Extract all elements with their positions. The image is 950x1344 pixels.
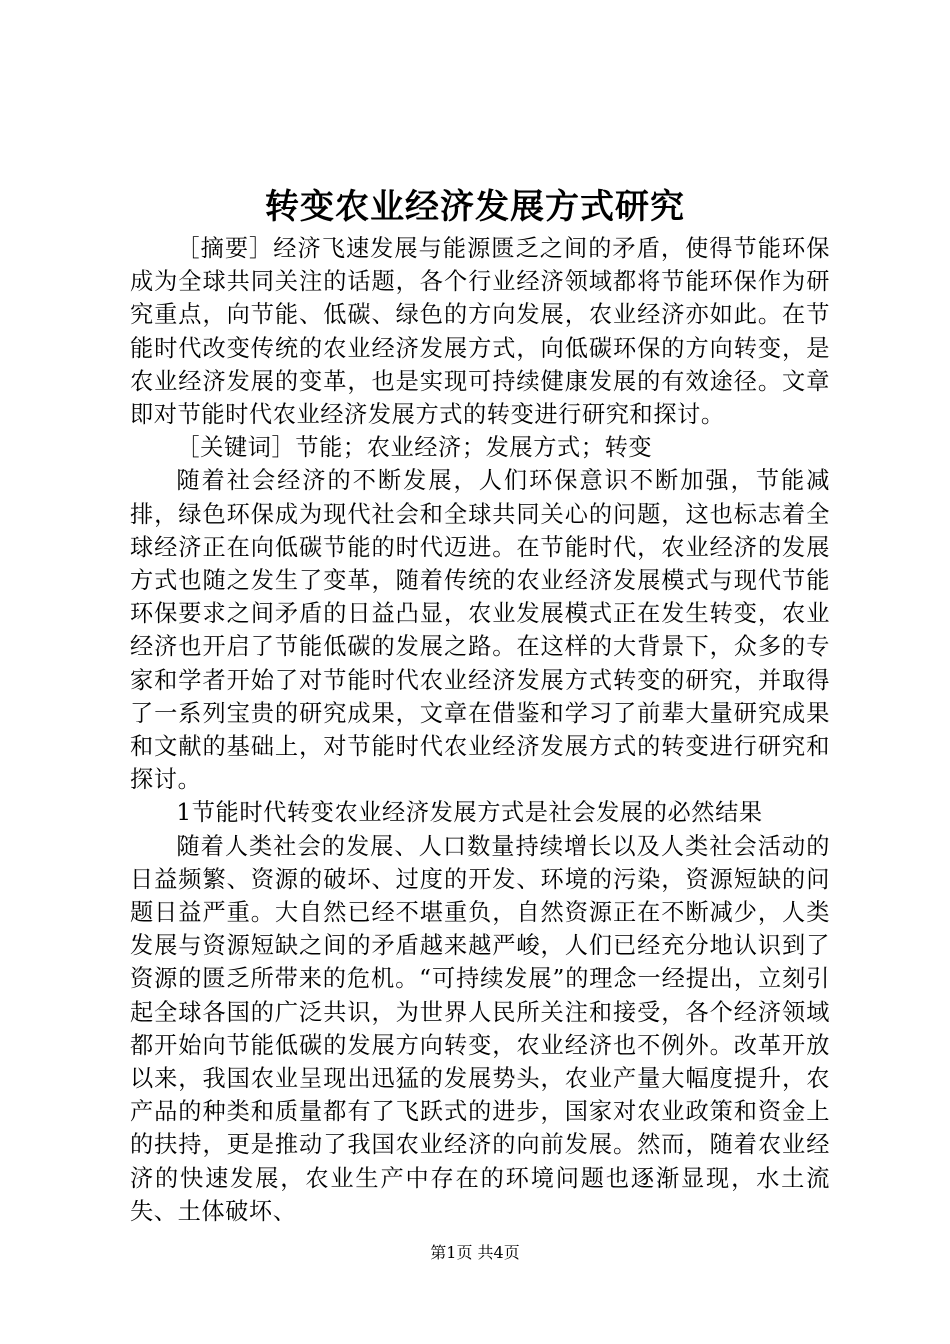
intro-paragraph: 随着社会经济的不断发展，人们环保意识不断加强，节能减排，绿色环保成为现代社会和全球共同关心的问题，这也标志着全球经济正在向低碳节能的时代迈进。在节能时代，农业经济的发展方式也随之发生了变革，随着传统的农业经济发展模式与现代节能环保要求之间矛盾的日益凸显，农业发展模式正在发生转变，农业经济也开启了节能低碳的发展之路。在这样的大背景下，众多的专家和学者开始了对节能时代农业经济发展方式转变的研究，并取得了一系列宝贵的研究成果，文章在借鉴和学习了前辈大量研究成果和文献的基础上，对节能时代农业经济发展方式的转变进行研究和探讨。 xyxy=(130,467,830,794)
document-body xyxy=(130,232,830,1228)
page-footer: 第1页 共4页 xyxy=(430,1243,520,1262)
section-paragraph: 随着人类社会的发展、人口数量持续增长以及人类社会活动的日益频繁、资源的破坏、过度的开发、环境的污染，资源短缺的问题日益严重。大自然已经不堪重负，自然资源正在不断减少，人类发展与资源短缺之间的矛盾越来越严峻，人们已经充分地认识到了资源的匮乏所带来的危机。“可持续发展”的理念一经提出，立刻引起全球各国的广泛共识，为世界人民所关注和接受，各个经济领域都开始向节能低碳的发展方向转变，农业经济也不例外。改革开放以来，我国农业呈现出迅猛的发展势头，农业产量大幅度提升，农产品的种类和质量都有了飞跃式的进步，国家对农业政策和资金上的扶持，更是推动了我国农业经济的向前发展。然而，随着农业经济的快速发展，农业生产中存在的环境问题也逐渐显现，水土流失、土体破坏、 xyxy=(130,832,830,1225)
keywords-paragraph: ［关键词］节能；农业经济；发展方式；转变 xyxy=(176,434,653,462)
section-heading: 1节能时代转变农业经济发展方式是社会发展的必然结果 xyxy=(176,799,763,827)
document-title: 转变农业经济发展方式研究 xyxy=(265,187,685,227)
abstract-paragraph: ［摘要］经济飞速发展与能源匮乏之间的矛盾，使得节能环保成为全球共同关注的话题，各个行业经济领域都将节能环保作为研究重点，向节能、低碳、绿色的方向发展，农业经济亦如此。在节能时代改变传统的农业经济发展方式，向低碳环保的方向转变，是农业经济发展的变革，也是实现可持续健康发展的有效途径。文章即对节能时代农业经济发展方式的转变进行研究和探讨。 xyxy=(130,235,830,429)
